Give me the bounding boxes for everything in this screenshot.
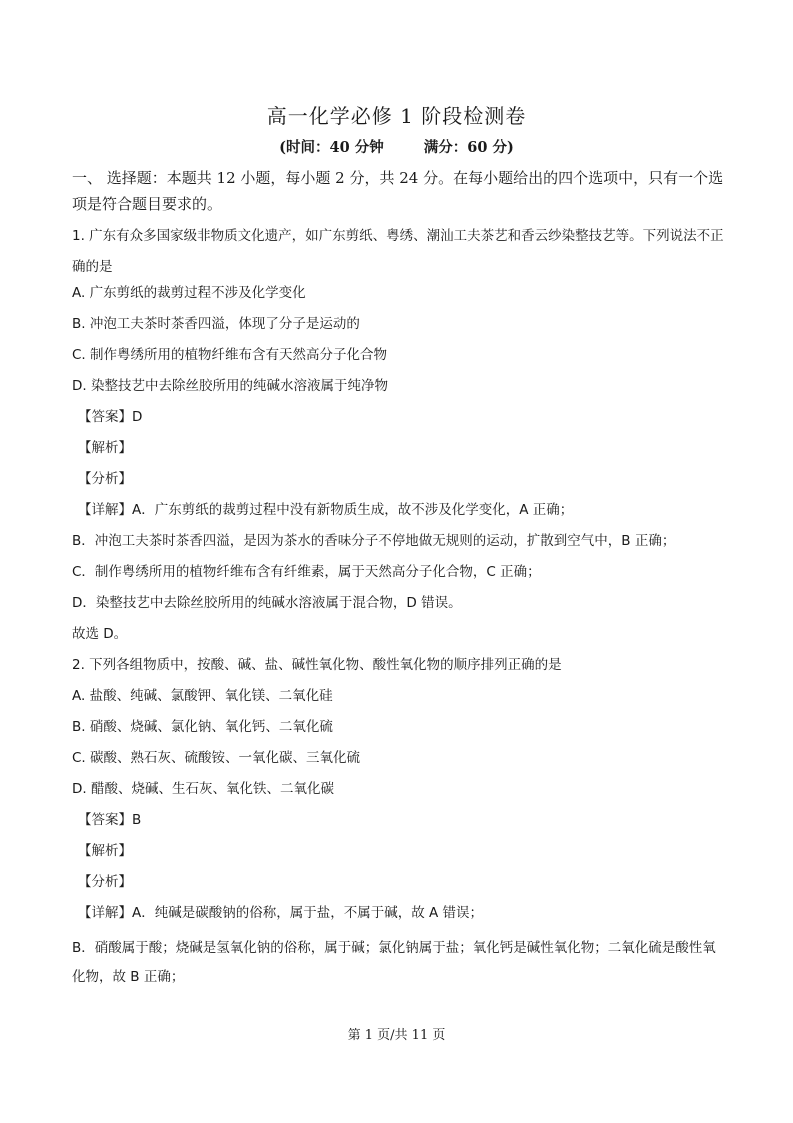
page-number: 第 1 页/共 11 页 [347,1028,446,1043]
question-2-detail-b: B．硝酸属于酸；烧碱是氢氧化钠的俗称，属于碱；氯化钠属于盐；氧化钙是碱性氧化物；二氧化硫是酸性氧化物，故 B 正确； [72,940,716,985]
question-2-option-d: D. 醋酸、烧碱、生石灰、氧化铁、二氧化碳 [72,781,334,797]
question-2-option-c: C. 碳酸、熟石灰、硫酸铵、一氧化碳、三氧化硫 [72,750,361,766]
question-2-fenxi-label: 【分析】 [78,874,132,890]
question-1-detail-a: 【详解】A．广东剪纸的裁剪过程中没有新物质生成，故不涉及化学变化，A 正确； [78,502,574,518]
question-1-option-d: D. 染整技艺中去除丝胶所用的纯碱水溶液属于纯净物 [72,378,388,394]
exam-info [0,136,793,157]
question-2-option-a: A. 盐酸、纯碱、氯酸钾、氧化镁、二氧化硅 [72,688,333,704]
total-score: 满分：60 分) [423,139,514,156]
question-2-detail-a: 【详解】A．纯碱是碳酸钠的俗称，属于盐，不属于碱，故 A 错误； [78,905,484,921]
question-1-option-b: B. 冲泡工夫茶时茶香四溢，体现了分子是运动的 [72,316,360,332]
time-limit: (时间：40 分钟 [279,139,384,156]
question-1-option-c: C. 制作粤绣所用的植物纤维布含有天然高分子化合物 [72,347,388,363]
question-2-analysis-label: 【解析】 [78,843,132,859]
question-2-answer: 【答案】B [78,812,142,828]
question-1-option-a: A. 广东剪纸的裁剪过程不涉及化学变化 [72,285,306,301]
question-1-answer: 【答案】D [78,409,143,425]
question-1-fenxi-label: 【分析】 [78,471,132,487]
question-1-analysis-label: 【解析】 [78,440,132,456]
question-1-stem: 1. 广东有众多国家级非物质文化遗产，如广东剪纸、粤绣、潮汕工夫茶艺和香云纱染整技艺等。下列说法不正确的是 [72,228,724,275]
question-1-conclusion: 故选 D。 [72,626,128,642]
page-title: 高一化学必修 1 阶段检测卷 [266,104,527,128]
question-1-detail-b: B．冲泡工夫茶时茶香四溢，是因为茶水的香味分子不停地做无规则的运动，扩散到空气中，B 正确； [72,533,676,549]
section-instructions: 一、 选择题：本题共 12 小题，每小题 2 分，共 24 分。在每小题给出的四个选项中，只有一个选项是符合题目要求的。 [72,169,724,213]
question-1-detail-d: D．染整技艺中去除丝胶所用的纯碱水溶液属于混合物，D 错误。 [72,595,462,611]
question-2-option-b: B. 硝酸、烧碱、氯化钠、氧化钙、二氧化硫 [72,719,333,735]
question-1-detail-c: C．制作粤绣所用的植物纤维布含有纤维素，属于天然高分子化合物，C 正确； [72,564,541,580]
document-body [72,165,727,992]
question-2-stem: 2. 下列各组物质中，按酸、碱、盐、碱性氧化物、酸性氧化物的顺序排列正确的是 [72,657,562,673]
